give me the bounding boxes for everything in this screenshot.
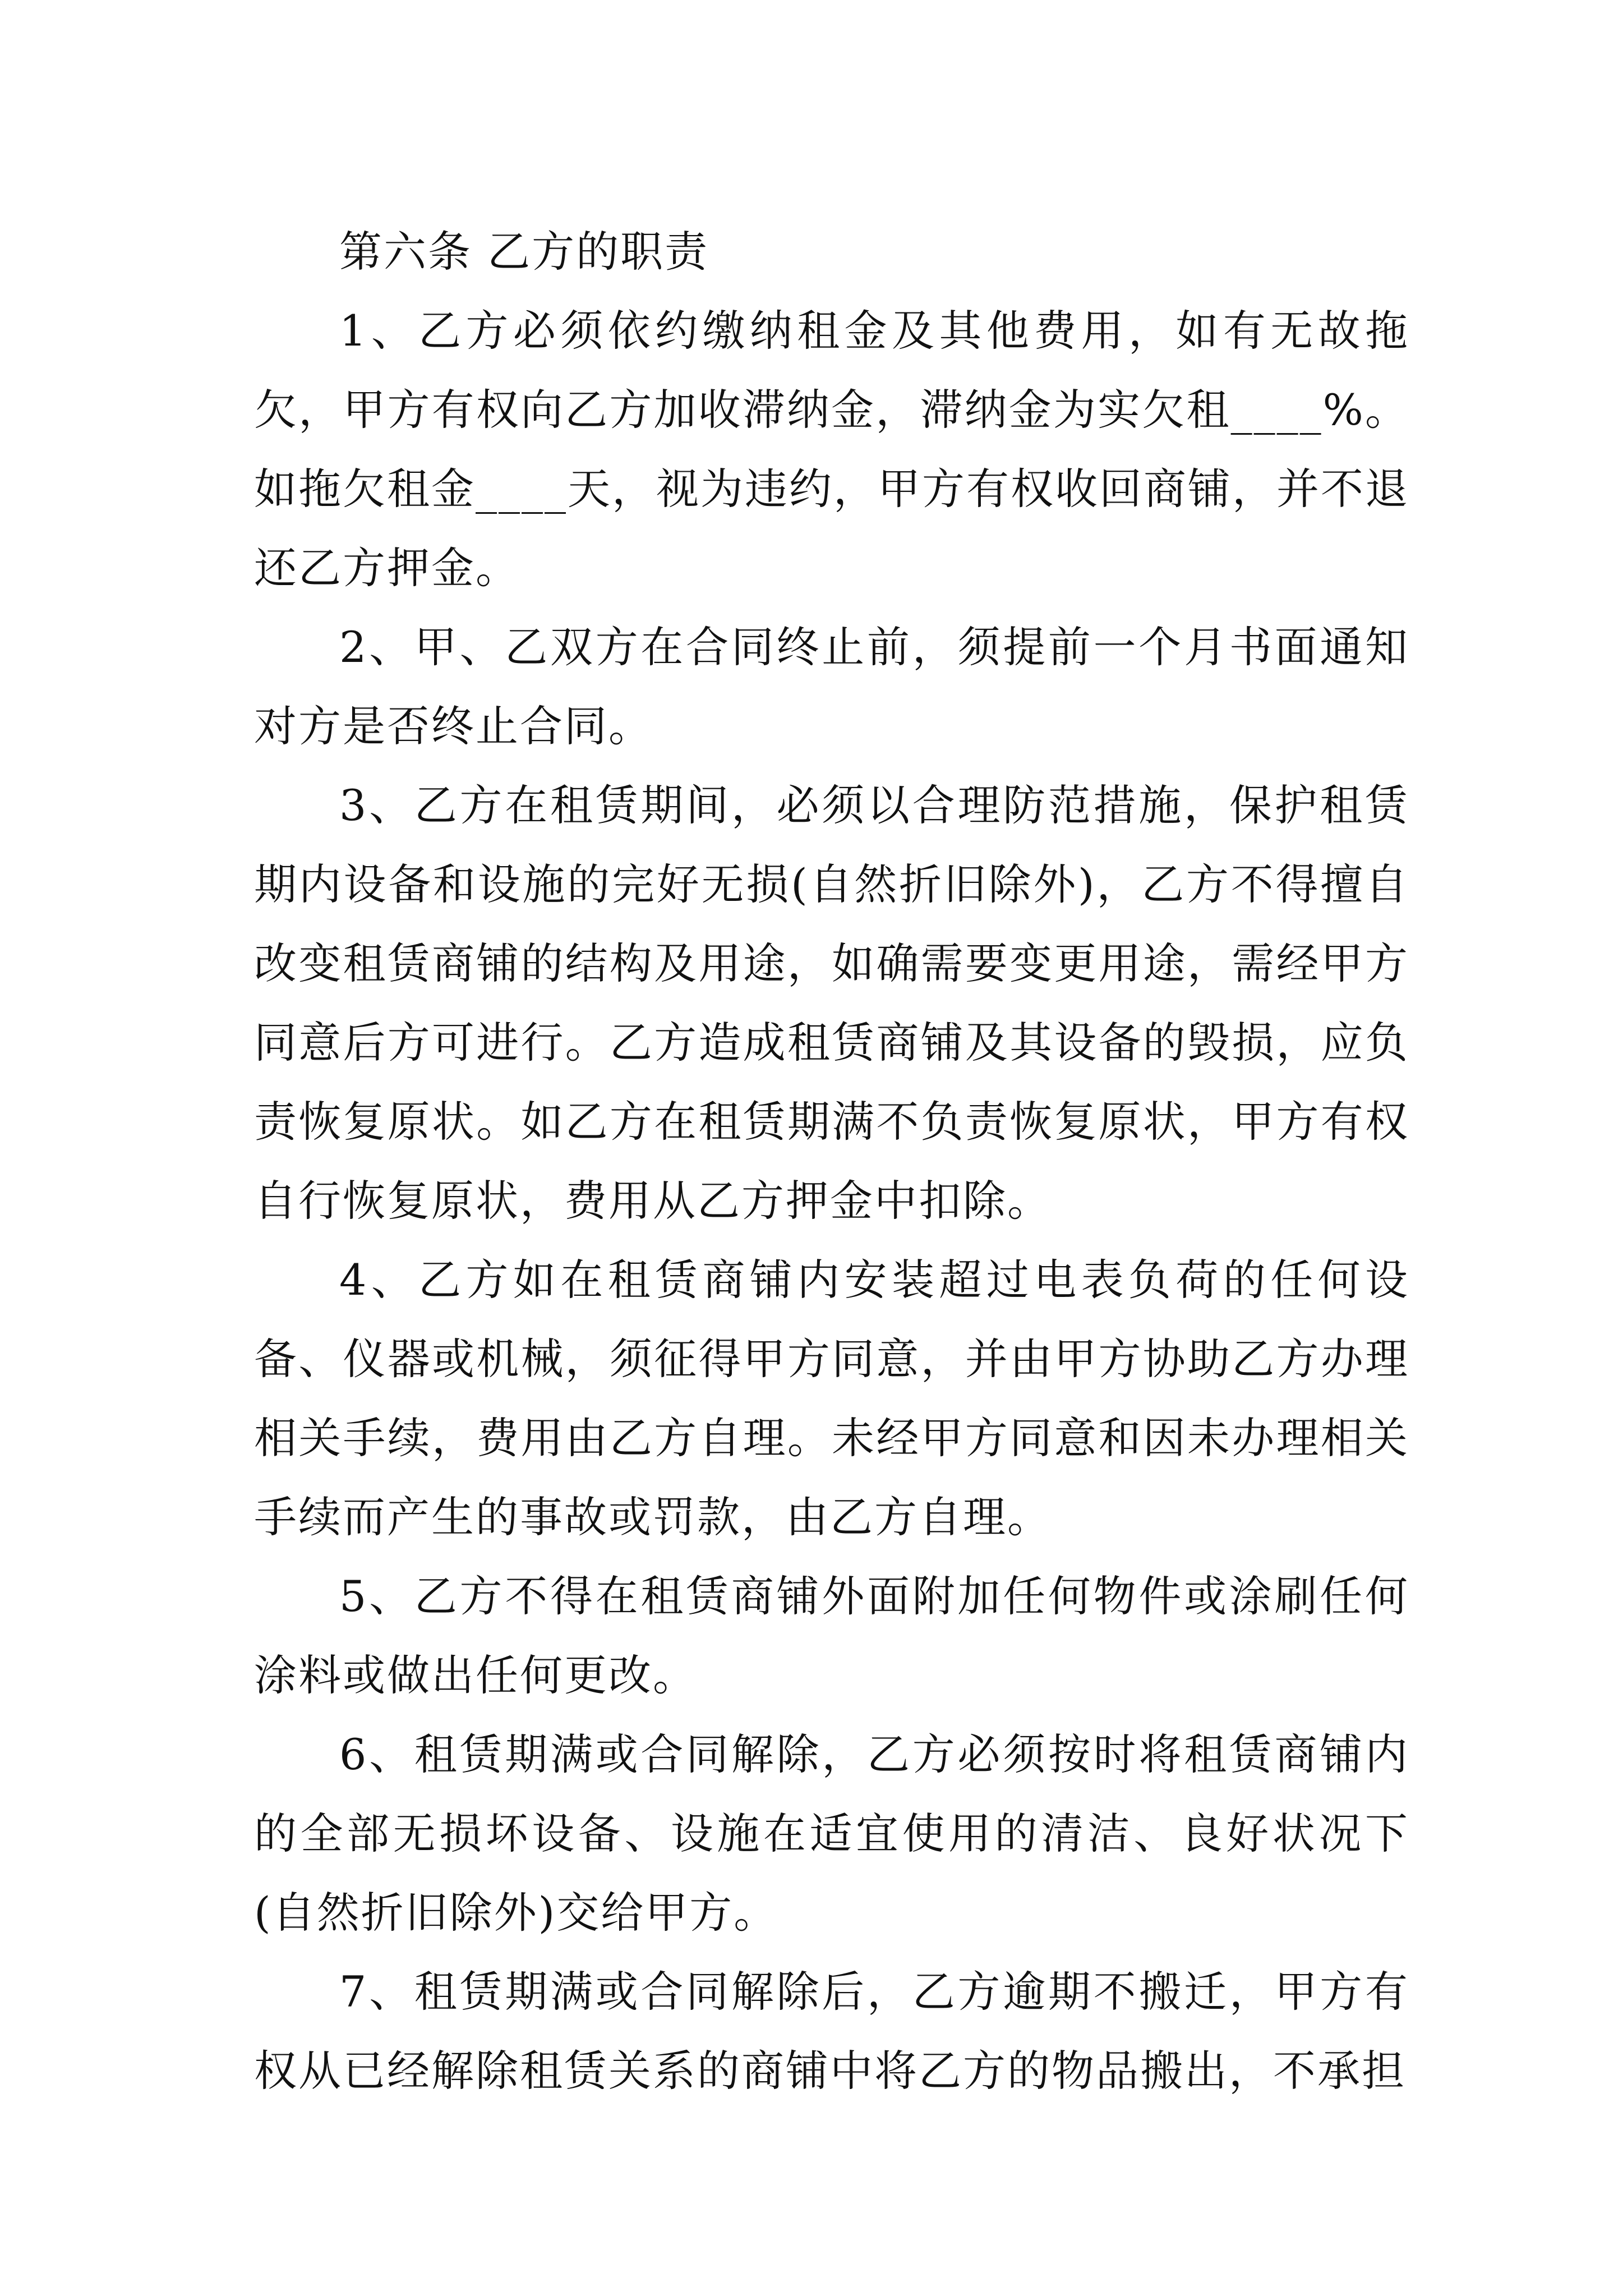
clause-1: 1、乙方必须依约缴纳租金及其他费用，如有无故拖欠，甲方有权向乙方加收滞纳金，滞纳金为实欠租____%。如拖欠租金____天，视为违约，甲方有权收回商铺，并不退还乙方押金。 [254, 306, 1409, 593]
document-body [254, 212, 1409, 2110]
clause-2: 2、甲、乙双方在合同终止前，须提前一个月书面通知对方是否终止合同。 [254, 622, 1409, 751]
section-heading: 第六条 乙方的职责 [339, 227, 709, 277]
clause-3: 3、乙方在租赁期间，必须以合理防范措施，保护租赁期内设备和设施的完好无损(自然折旧除外)，乙方不得擅自改变租赁商铺的结构及用途，如确需要变更用途，需经甲方同意后方可进行。乙方造成租赁商铺及其设备的毁损，应负责恢复原状。如乙方在租赁期满不负责恢复原状，甲方有权自行恢复原状，费用从乙方押金中扣除。 [254, 780, 1409, 1226]
clause-6: 6、租赁期满或合同解除，乙方必须按时将租赁商铺内的全部无损坏设备、设施在适宜使用的清洁、良好状况下(自然折旧除外)交给甲方。 [254, 1729, 1409, 1938]
clause-7: 7、租赁期满或合同解除后，乙方逾期不搬迁，甲方有权从已经解除租赁关系的商铺中将乙方的物品搬出，不承担 [254, 1967, 1409, 2096]
clause-5: 5、乙方不得在租赁商铺外面附加任何物件或涂刷任何涂料或做出任何更改。 [254, 1571, 1409, 1700]
clause-4: 4、乙方如在租赁商铺内安装超过电表负荷的任何设备、仪器或机械，须征得甲方同意，并由甲方协助乙方办理相关手续，费用由乙方自理。未经甲方同意和因未办理相关手续而产生的事故或罚款，由乙方自理。 [254, 1255, 1409, 1542]
